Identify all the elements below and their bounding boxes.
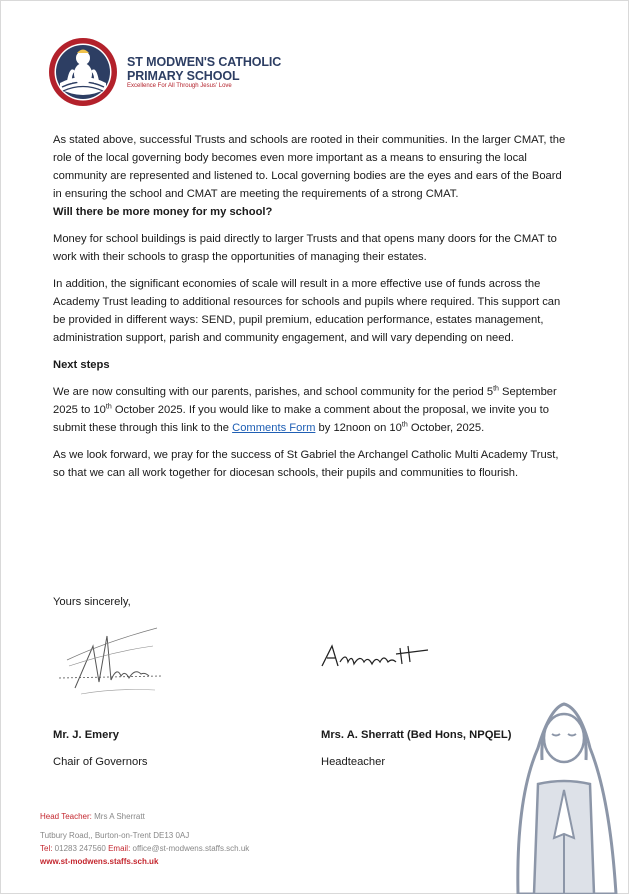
paragraph-consultation: We are now consulting with our parents, parishes, and school community for the period 5th September 2025 to 10th October 2025. If you would like to make a comment about the proposal, we invite you to submit these through this link to the Comments Form by 12noon on 10th October, 2025. bbox=[53, 385, 557, 434]
signatory-role-headteacher: Headteacher bbox=[321, 756, 386, 768]
signatory-name-headteacher: Mrs. A. Sherratt (Bed Hons, NPQEL) bbox=[321, 729, 512, 741]
letter-body bbox=[53, 131, 573, 491]
closing-salutation: Yours sincerely, bbox=[53, 596, 131, 608]
footer-contact: Tel: 01283 247560 Email: office@st-modwens.staffs.sch.uk bbox=[40, 844, 250, 853]
paragraph-school-buildings: Money for school buildings is paid directly to larger Trusts and that opens many doors for the CMAT to work with their schools to grasp the opportunities of managing their estates. bbox=[53, 233, 557, 263]
praying-figure-watermark bbox=[498, 688, 629, 894]
footer-address: Tutbury Road,, Burton-on-Trent DE13 0AJ bbox=[40, 831, 190, 840]
school-motto: Excellence For All Through Jesus' Love bbox=[127, 83, 232, 89]
signature-chair bbox=[55, 622, 165, 704]
paragraph-local-governing: As stated above, successful Trusts and schools are rooted in their communities. In the larger CMAT, the role of the local governing body becomes even more important as a means to ensuring the local community are represented and listened to. Local governing bodies are the eyes and ears of the Board in ensuring the school and CMAT are meeting the requirements of a strong CMAT. bbox=[53, 134, 566, 200]
heading-more-money: Will there be more money for my school? bbox=[53, 206, 273, 218]
footer-head-teacher: Head Teacher: Mrs A Sherratt bbox=[40, 812, 145, 821]
school-crest-logo bbox=[48, 37, 118, 107]
heading-next-steps: Next steps bbox=[53, 359, 110, 371]
school-name-line2: PRIMARY SCHOOL bbox=[127, 69, 240, 83]
footer-website-link[interactable]: www.st-modwens.staffs.sch.uk bbox=[40, 857, 159, 866]
school-name bbox=[127, 55, 281, 83]
comments-form-link[interactable]: Comments Form bbox=[232, 422, 316, 434]
signature-headteacher bbox=[318, 640, 433, 675]
letter-footer bbox=[40, 810, 249, 868]
paragraph-look-forward: As we look forward, we pray for the success of St Gabriel the Archangel Catholic Multi Academy Trust, so that we can all work together for diocesan schools, their pupils and communities to flourish. bbox=[53, 449, 559, 479]
signatory-name-chair: Mr. J. Emery bbox=[53, 729, 119, 741]
paragraph-economies-of-scale: In addition, the significant economies of scale will result in a more effective use of funds across the Academy Trust leading to additional resources for schools and pupils where required. This support can be provided in different ways: SEND, pupil premium, education performance, estates management, administration support, parish and community engagement, and will vary depending on need. bbox=[53, 278, 561, 344]
signatory-role-chair: Chair of Governors bbox=[53, 756, 148, 768]
school-name-line1: ST MODWEN'S CATHOLIC bbox=[127, 55, 282, 69]
